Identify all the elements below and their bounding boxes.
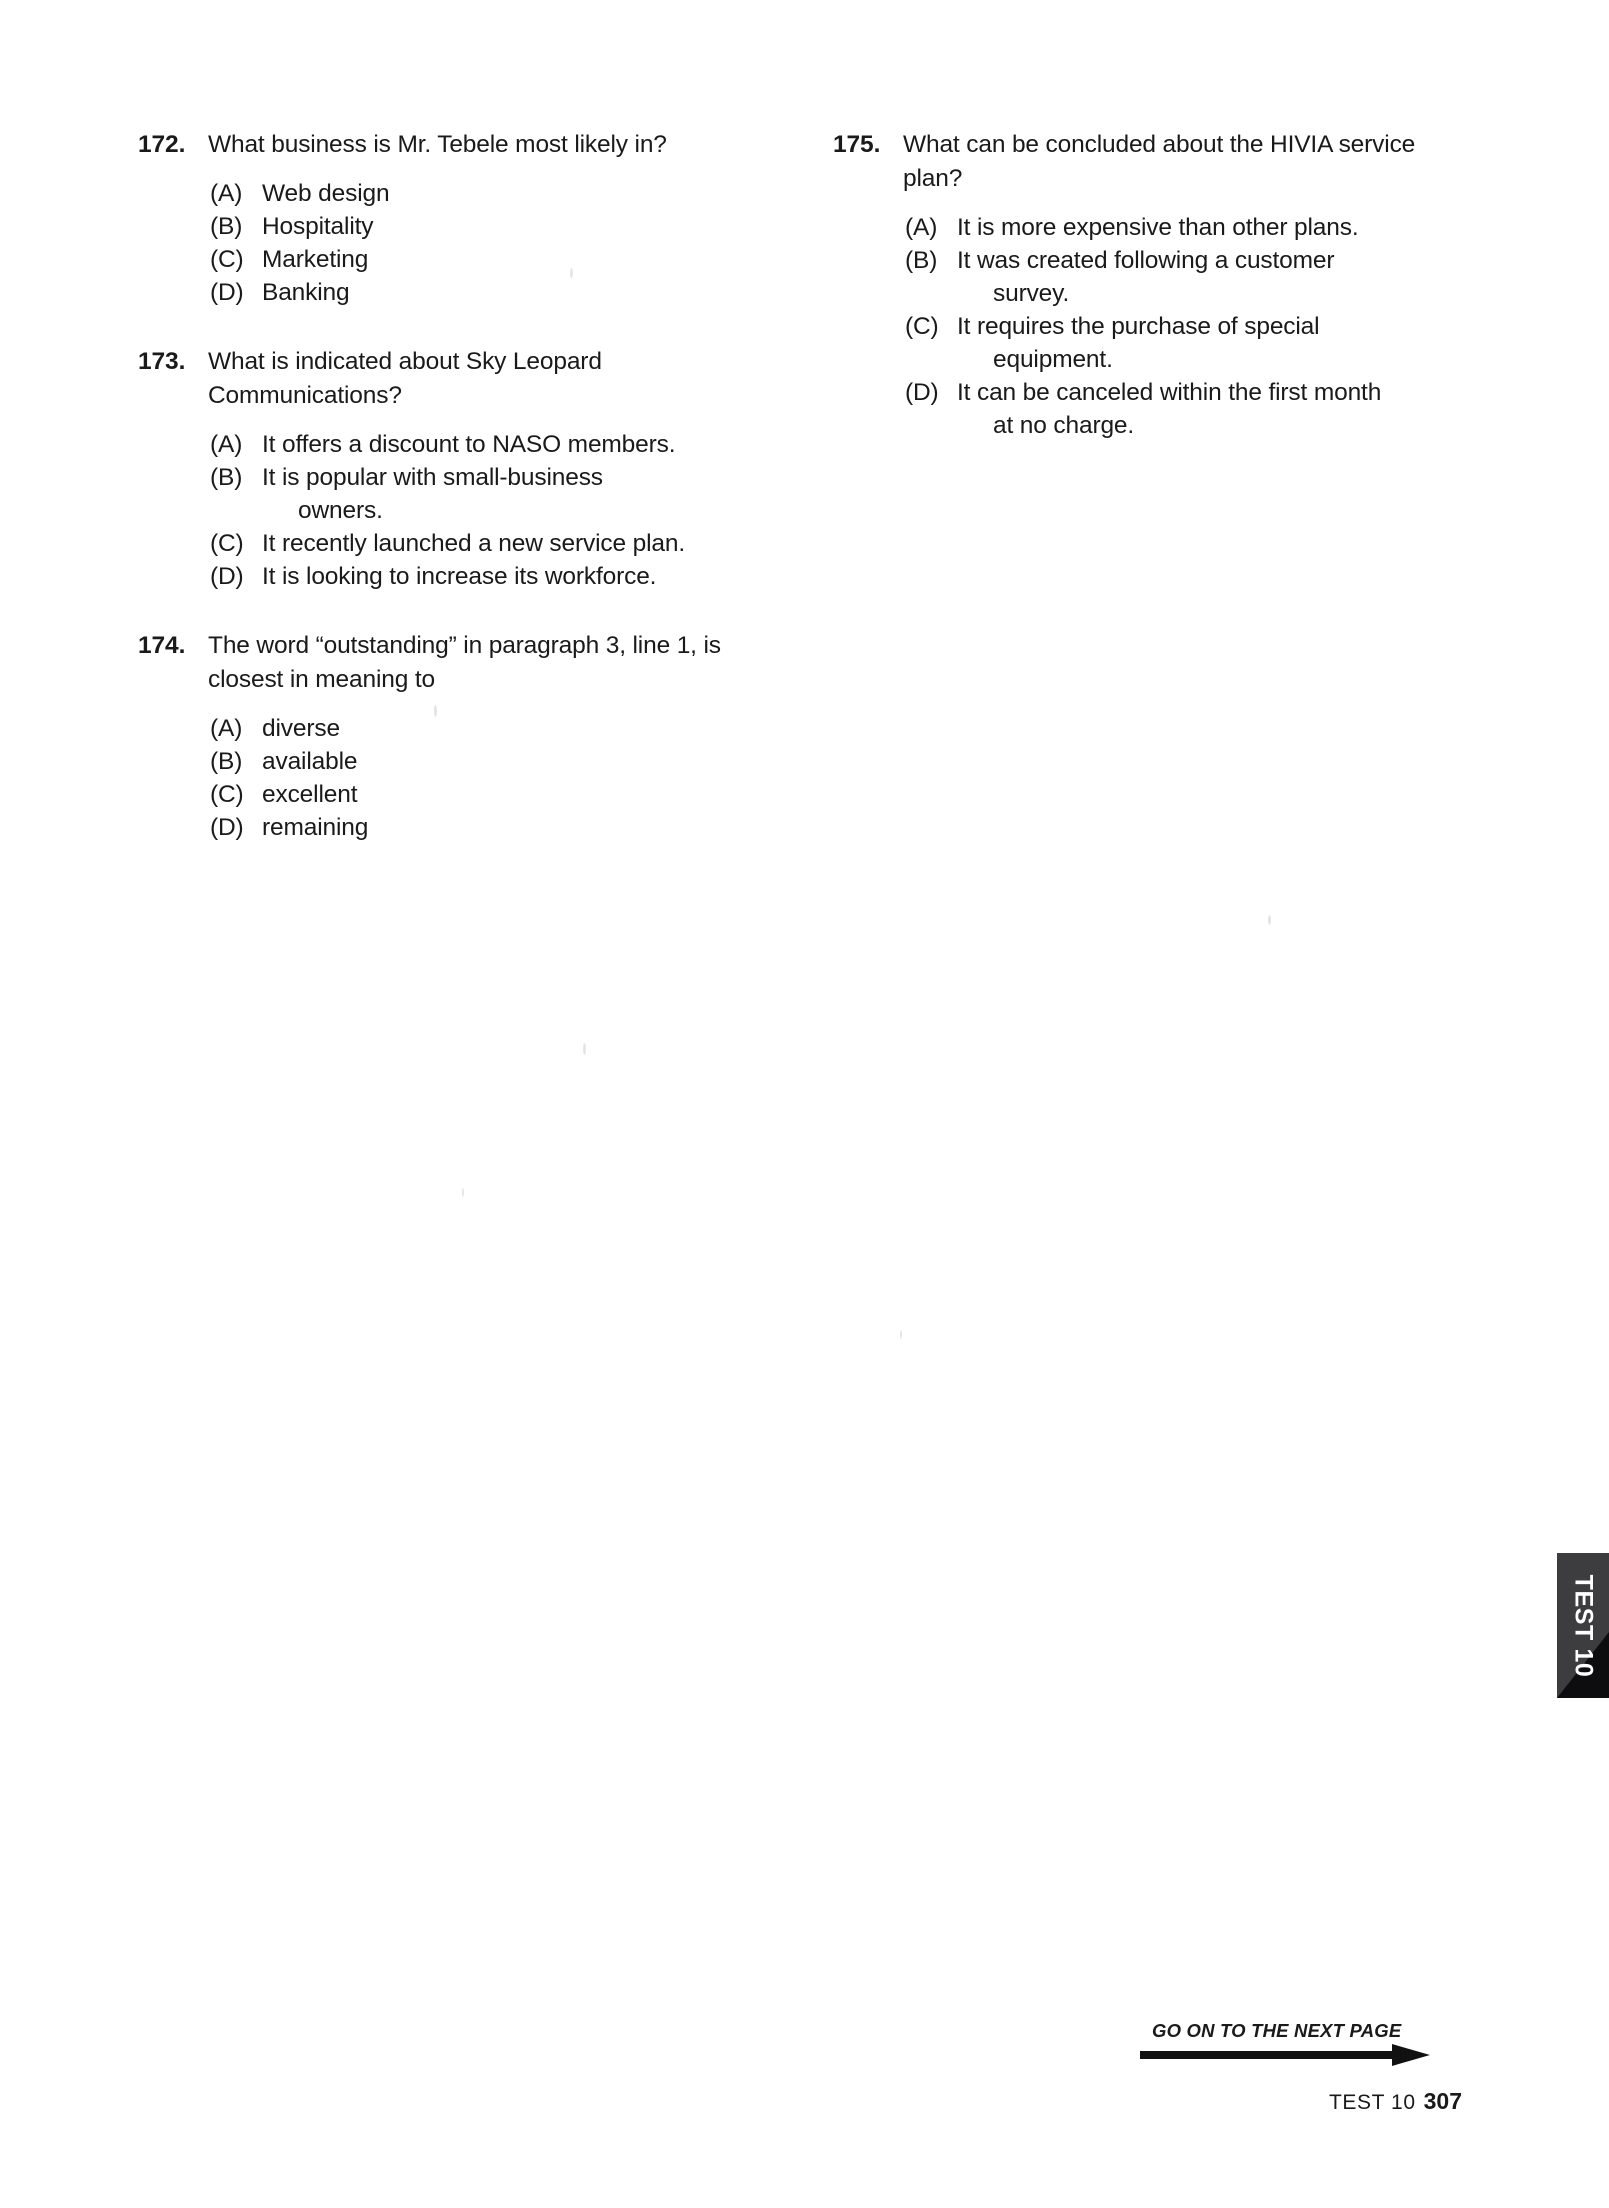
choice-letter: (B): [210, 212, 243, 240]
answer-choice[interactable]: [210, 527, 781, 560]
choice-text: excellent: [262, 780, 358, 808]
question-header: [136, 128, 781, 162]
choice-text: remaining: [262, 813, 369, 841]
choice-text: [262, 560, 781, 593]
answer-choices: [136, 177, 781, 309]
choice-letter: (D): [905, 378, 939, 406]
question-number: 174.: [138, 631, 186, 659]
choice-text: Banking: [262, 278, 350, 306]
question-stem: What business is Mr. Tebele most likely in?: [208, 131, 667, 158]
answer-choice[interactable]: [210, 560, 781, 593]
choice-text: [957, 244, 1476, 310]
question-stem: What can be concluded about the HIVIA service plan?: [903, 131, 1416, 192]
next-page-arrow-icon: [1140, 2044, 1470, 2066]
choice-line-continued: owners.: [298, 496, 383, 524]
choice-letter: (C): [905, 312, 939, 340]
choice-text: [262, 428, 781, 461]
question-header: [136, 345, 781, 413]
question-175: [831, 128, 1476, 442]
question-column-left: [136, 128, 781, 844]
choice-line: It was created following a customer: [957, 246, 1335, 274]
page-footer: [1140, 2020, 1470, 2115]
question-header: [136, 629, 781, 697]
choice-line: It can be canceled within the first month: [957, 378, 1382, 406]
question-172: [136, 128, 781, 309]
answer-choices: [136, 428, 781, 593]
answer-choice[interactable]: [210, 276, 781, 309]
footer-page-number: 307: [1423, 2088, 1462, 2114]
choice-line: It offers a discount to NASO members.: [262, 430, 676, 458]
choice-text: [262, 527, 781, 560]
go-on-to-next-page-note: GO ON TO THE NEXT PAGE: [1152, 2020, 1402, 2041]
choice-letter: (D): [210, 278, 244, 306]
question-number: 175.: [833, 131, 881, 158]
choice-text: Web design: [262, 179, 390, 207]
choice-line: It requires the purchase of special: [957, 312, 1320, 340]
answer-choices: [136, 712, 781, 844]
question-stem: The word “outstanding” in paragraph 3, line 1, is closest in meaning to: [208, 631, 721, 693]
scan-speckle: [900, 1330, 902, 1339]
question-header: [831, 128, 1476, 196]
question-columns: [136, 128, 1476, 844]
choice-letter: (A): [905, 213, 938, 241]
answer-choice[interactable]: [905, 310, 1476, 376]
answer-choice[interactable]: [905, 376, 1476, 442]
choice-line: It is looking to increase its workforce.: [262, 562, 657, 590]
choice-letter: (B): [210, 463, 243, 491]
answer-choice[interactable]: [210, 243, 781, 276]
scan-speckle: [1268, 915, 1271, 925]
choice-letter: (A): [210, 179, 243, 207]
arrow-shaft: [1140, 2051, 1410, 2059]
choice-text: Marketing: [262, 245, 369, 273]
choice-line: It is more expensive than other plans.: [957, 213, 1359, 241]
question-column-right: [831, 128, 1476, 844]
answer-choice[interactable]: [905, 211, 1476, 244]
question-number: 173.: [138, 348, 186, 376]
choice-line-continued: equipment.: [993, 345, 1113, 373]
choice-line: It is popular with small-business: [262, 463, 603, 491]
choice-letter: (D): [210, 813, 244, 841]
answer-choices: [831, 211, 1476, 442]
test-side-tab-label: TEST 10: [1569, 1574, 1598, 1677]
question-number: 172.: [138, 131, 186, 158]
choice-text: [957, 310, 1476, 376]
answer-choice[interactable]: [210, 712, 781, 745]
answer-choice[interactable]: [210, 811, 781, 844]
choice-letter: (D): [210, 562, 244, 590]
answer-choice[interactable]: [210, 210, 781, 243]
answer-choice[interactable]: [210, 428, 781, 461]
choice-line-continued: at no charge.: [993, 411, 1135, 439]
choice-letter: (A): [210, 430, 243, 458]
choice-letter: (A): [210, 714, 243, 742]
choice-text: [957, 211, 1476, 244]
question-stem: What is indicated about Sky Leopard Communications?: [208, 348, 602, 409]
answer-choice[interactable]: [210, 177, 781, 210]
question-173: [136, 345, 781, 593]
test-side-tab: [1557, 1553, 1609, 1698]
answer-choice[interactable]: [210, 778, 781, 811]
choice-letter: (C): [210, 780, 244, 808]
choice-letter: (C): [210, 245, 244, 273]
choice-text: available: [262, 747, 358, 775]
answer-choice[interactable]: [905, 244, 1476, 310]
scan-speckle: [462, 1188, 464, 1197]
footer-page-line: [1140, 2088, 1470, 2115]
choice-line-continued: survey.: [993, 279, 1070, 307]
choice-text: diverse: [262, 714, 340, 742]
scan-speckle: [583, 1043, 586, 1055]
arrow-head: [1392, 2044, 1430, 2066]
choice-letter: (C): [210, 529, 244, 557]
answer-choice[interactable]: [210, 461, 781, 527]
choice-text: [262, 461, 781, 527]
choice-text: Hospitality: [262, 212, 374, 240]
choice-letter: (B): [210, 747, 243, 775]
choice-line: It recently launched a new service plan.: [262, 529, 685, 557]
footer-test-label: TEST 10: [1328, 2091, 1416, 2114]
answer-choice[interactable]: [210, 745, 781, 778]
choice-text: [957, 376, 1476, 442]
choice-letter: (B): [905, 246, 938, 274]
question-174: [136, 629, 781, 844]
